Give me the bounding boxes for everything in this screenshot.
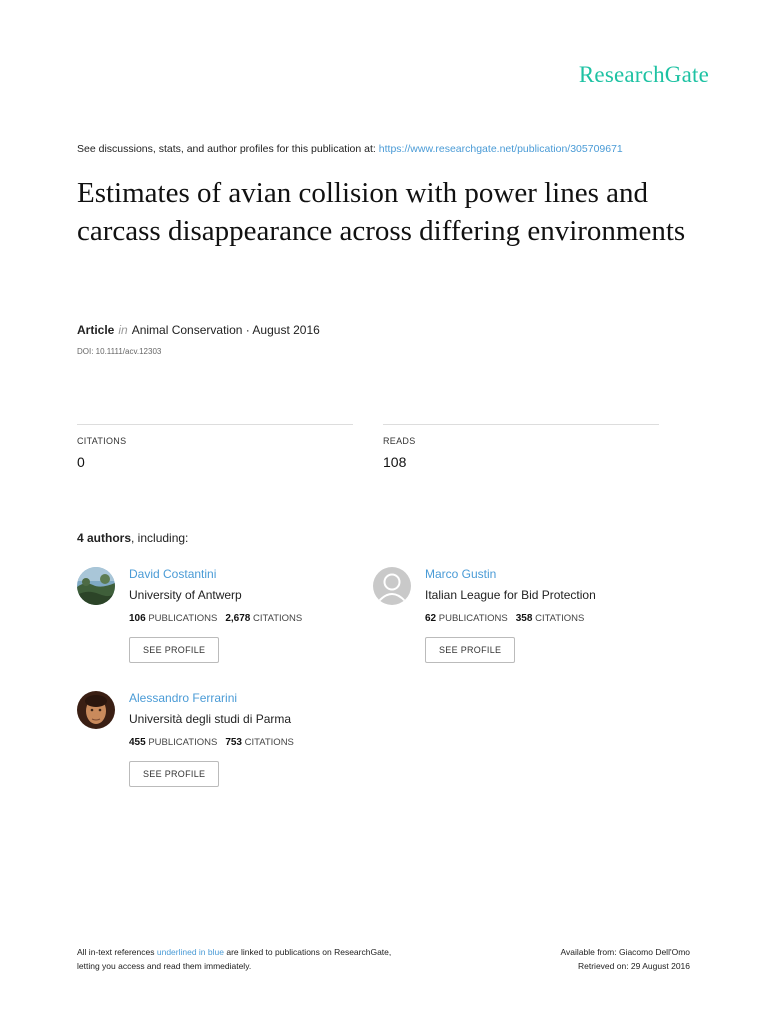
- avatar[interactable]: [77, 567, 115, 605]
- author-stats: [129, 613, 302, 624]
- article-type: Article: [77, 323, 115, 337]
- citations-count: 753: [225, 737, 242, 748]
- citations-label: CITATIONS: [77, 436, 127, 446]
- publications-label: PUBLICATIONS: [438, 613, 508, 624]
- see-profile-button[interactable]: SEE PROFILE: [129, 637, 219, 663]
- citations-value: 0: [77, 454, 85, 470]
- publications-label: PUBLICATIONS: [148, 613, 218, 624]
- see-profile-button[interactable]: SEE PROFILE: [425, 637, 515, 663]
- default-user-icon: [373, 567, 411, 605]
- citations-label: CITATIONS: [535, 613, 585, 624]
- publications-count: 106: [129, 613, 146, 624]
- avatar[interactable]: [373, 567, 411, 605]
- avatar[interactable]: [77, 691, 115, 729]
- footer-note: [77, 945, 391, 973]
- publications-count: 62: [425, 613, 437, 624]
- article-title: Estimates of avian collision with power lines and carcass disappearance across differing environments: [77, 177, 686, 247]
- citations-count: 2,678: [225, 613, 251, 624]
- available-from: Available from: Giacomo Dell'Omo: [560, 947, 690, 957]
- citations-count: 358: [515, 613, 533, 624]
- see-discussions-line: [77, 143, 623, 155]
- journal-date[interactable]: Animal Conservation · August 2016: [131, 323, 320, 337]
- author-name[interactable]: David Costantini: [129, 567, 217, 581]
- reads-label: READS: [383, 436, 416, 446]
- footer-text: letting you access and read them immediately.: [77, 961, 252, 971]
- researchgate-logo[interactable]: ResearchGate: [578, 62, 709, 87]
- landscape-photo-icon: [77, 567, 115, 605]
- article-meta: [77, 323, 320, 337]
- author-info: [425, 567, 596, 663]
- author-name[interactable]: Alessandro Ferrarini: [129, 691, 238, 705]
- footer-text: are linked to publications on ResearchGate,: [226, 947, 392, 957]
- authors-heading: [77, 531, 188, 545]
- author-info: [129, 691, 294, 787]
- publications-count: 455: [129, 737, 146, 748]
- reads-value: 108: [383, 454, 407, 470]
- reads-stat: [383, 424, 659, 470]
- doi: DOI: 10.1111/acv.12303: [77, 347, 162, 356]
- see-profile-button[interactable]: SEE PROFILE: [129, 761, 219, 787]
- in-label: in: [118, 323, 128, 337]
- citations-label: CITATIONS: [252, 613, 303, 624]
- footer-link-text: underlined in blue: [156, 947, 224, 957]
- author-stats: [425, 613, 596, 624]
- publications-label: PUBLICATIONS: [148, 737, 218, 748]
- authors-count: 4 authors: [77, 531, 132, 545]
- author-institution: University of Antwerp: [129, 588, 242, 602]
- footer-text: All in-text references: [77, 947, 155, 957]
- publication-url-link[interactable]: https://www.researchgate.net/publication/305709671: [378, 143, 623, 155]
- author-stats: [129, 737, 294, 748]
- portrait-photo-icon: [77, 691, 115, 729]
- citations-stat: [77, 424, 353, 470]
- footer-availability: [561, 945, 690, 973]
- see-discussions-text: See discussions, stats, and author profiles for this publication at:: [77, 143, 376, 155]
- authors-suffix: , including:: [131, 531, 189, 545]
- citations-label: CITATIONS: [244, 737, 294, 748]
- retrieved-on: Retrieved on: 29 August 2016: [578, 961, 690, 971]
- author-institution: Università degli studi di Parma: [129, 712, 292, 726]
- author-info: [129, 567, 302, 663]
- author-institution: Italian League for Bid Protection: [425, 588, 596, 602]
- author-name[interactable]: Marco Gustin: [425, 567, 497, 581]
